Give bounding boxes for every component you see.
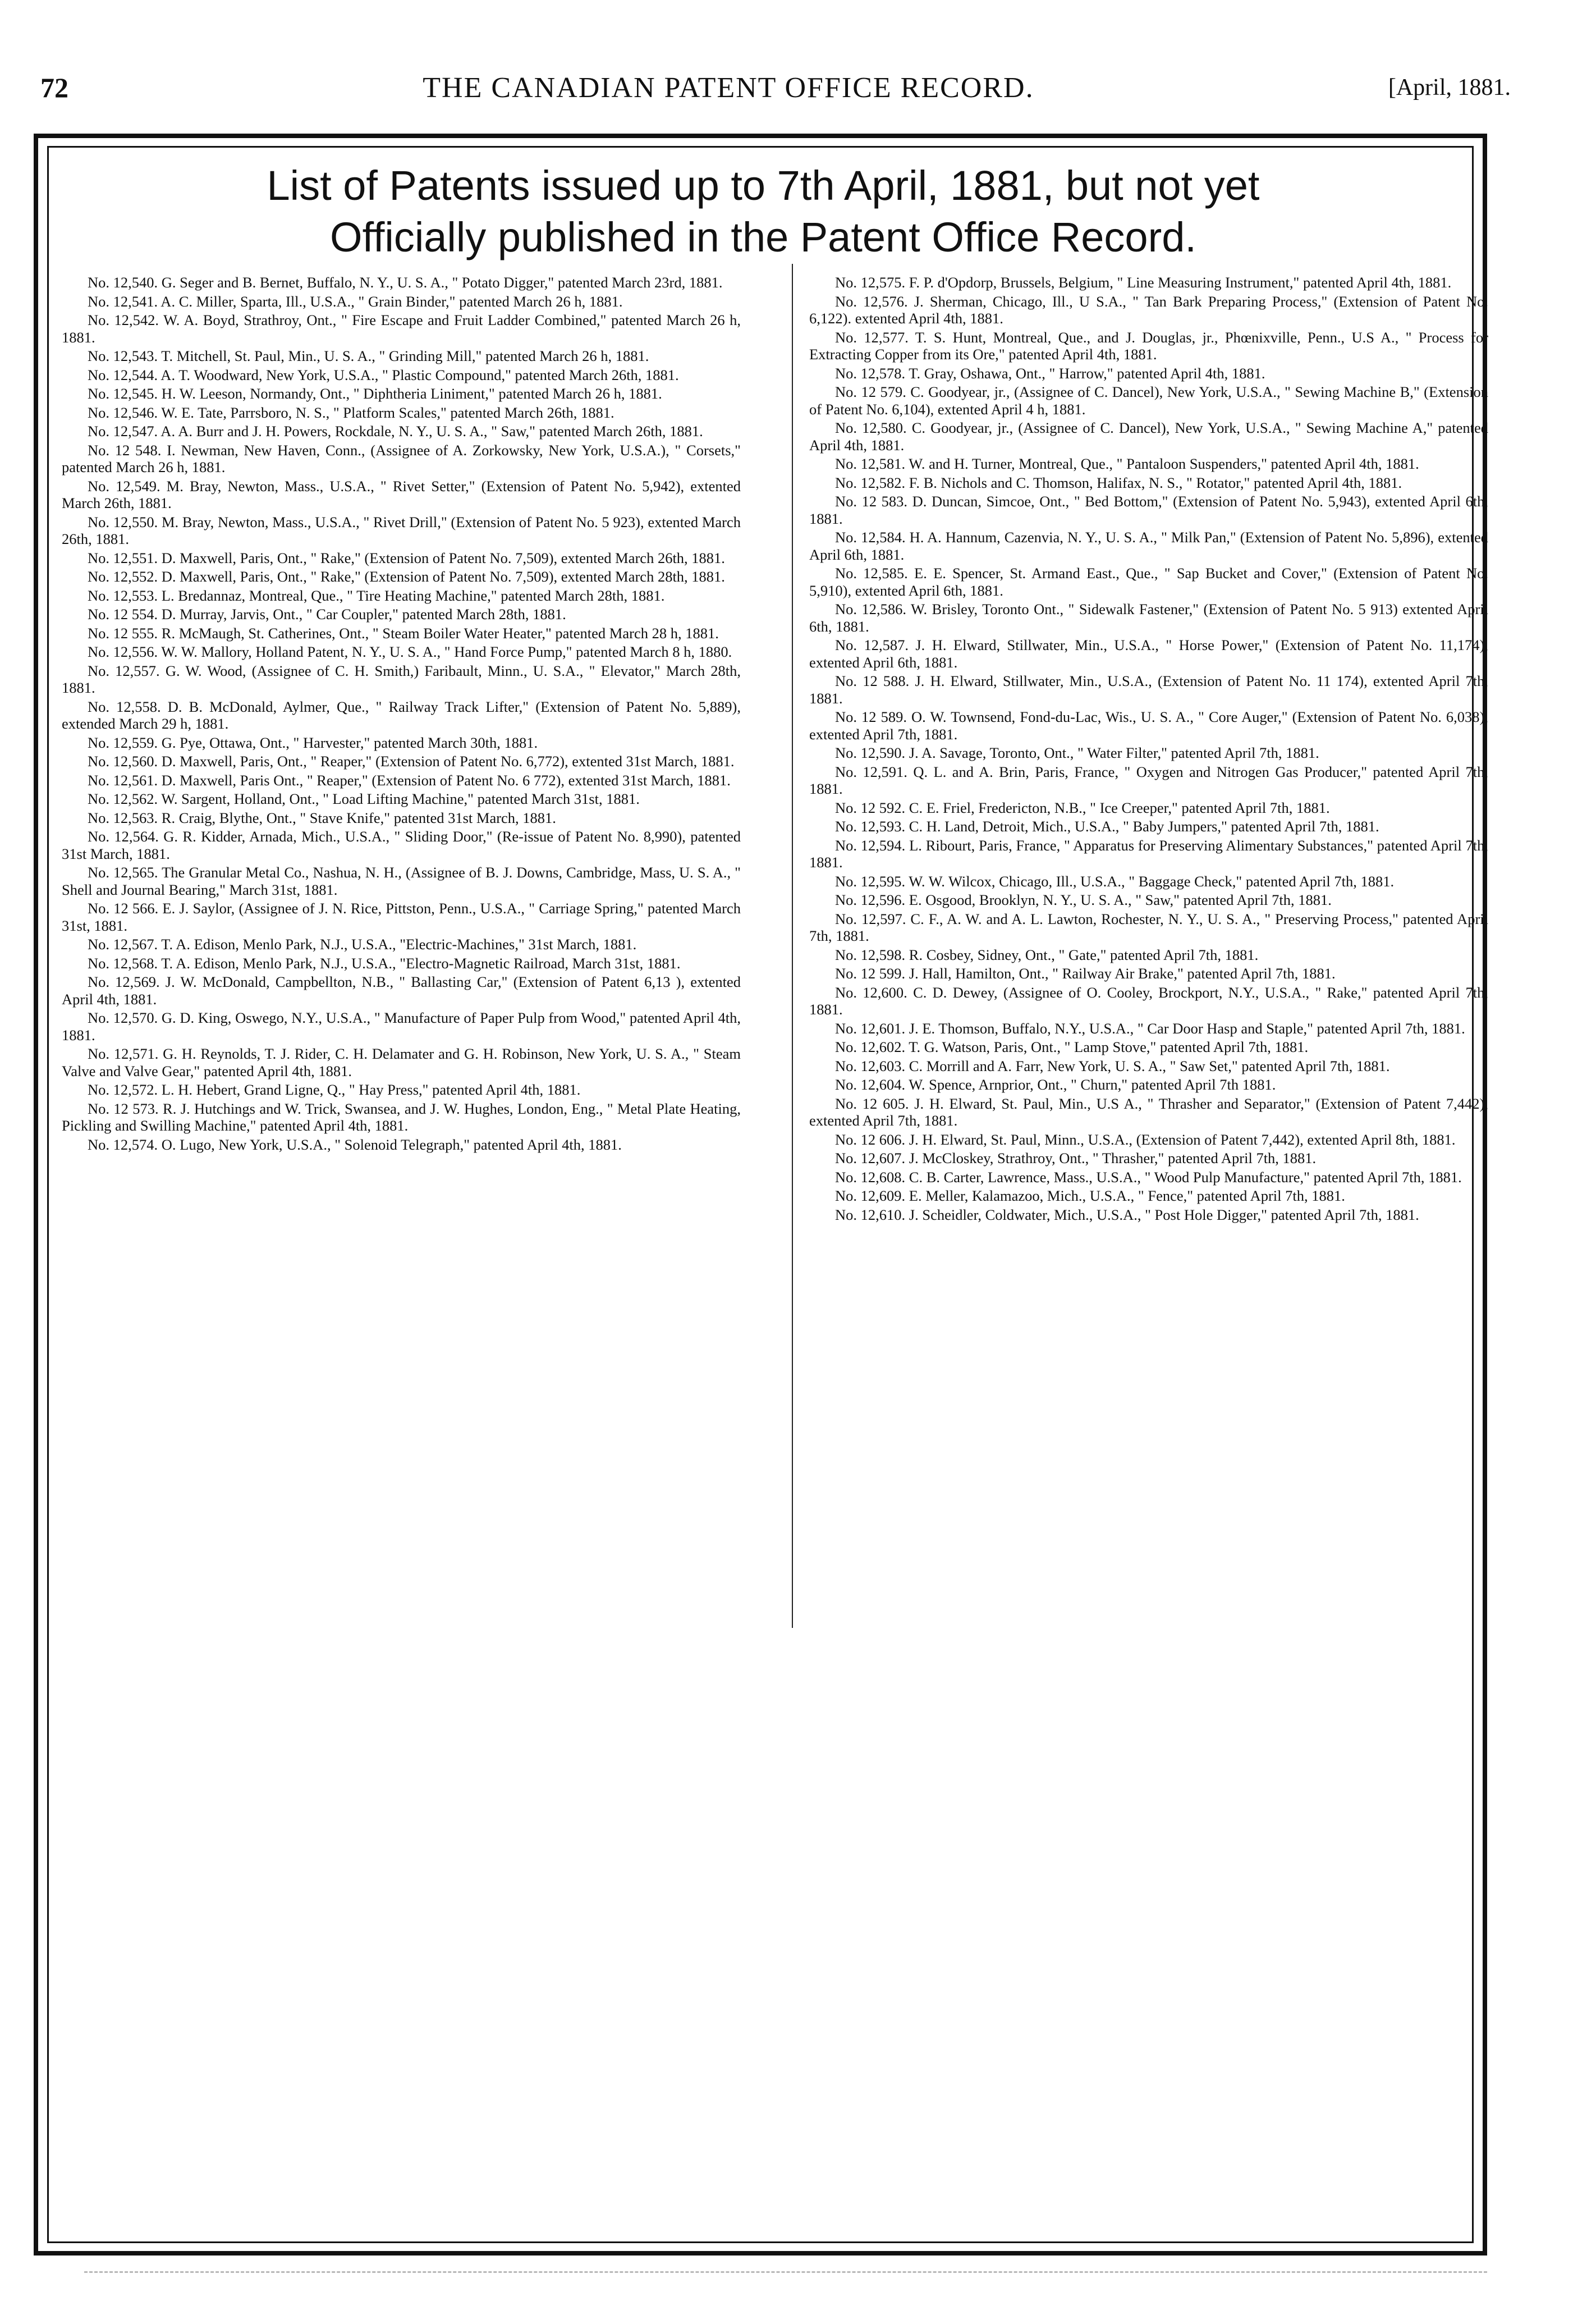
- patent-entry: No. 12 605. J. H. Elward, St. Paul, Min., U.S A., " Thrasher and Separator," (Extension of Patent 7,442), extented April 7th, 1881.: [809, 1095, 1488, 1129]
- patent-entry: No. 12 588. J. H. Elward, Stillwater, Min., U.S.A., (Extension of Patent No. 11 174), extented April 7th, 1881.: [809, 672, 1488, 707]
- patent-entry: No. 12,601. J. E. Thomson, Buffalo, N.Y., U.S.A., " Car Door Hasp and Staple," patented April 7th, 1881.: [835, 1019, 1465, 1037]
- patent-entry: No. 12,602. T. G. Watson, Paris, Ont., " Lamp Stove," patented April 7th, 1881.: [835, 1038, 1309, 1055]
- patent-entry: No. 12 566. E. J. Saylor, (Assignee of J. N. Rice, Pittston, Penn., U.S.A., " Carriage Spring," patented March 31st, 1881.: [62, 900, 741, 934]
- journal-title: THE CANADIAN PATENT OFFICE RECORD.: [423, 71, 1034, 104]
- issue-date: [April, 1881.: [1388, 75, 1511, 100]
- patent-entry: No. 12,552. D. Maxwell, Paris, Ont., " Rake," (Extension of Patent No. 7,509), extented March 28th, 1881.: [88, 568, 725, 585]
- patent-entry: No. 12,571. G. H. Reynolds, T. J. Rider, C. H. Delamater and G. H. Robinson, New York, U. S. A., " Steam Valve and Valve Gear," patented April 4th, 1881.: [62, 1045, 741, 1079]
- patent-entry: No. 12,610. J. Scheidler, Coldwater, Mich., U.S.A., " Post Hole Digger," patented April 7th, 1881.: [835, 1206, 1419, 1223]
- patent-entry: No. 12,576. J. Sherman, Chicago, Ill., U S.A., " Tan Bark Preparing Process," (Extension of Patent No. 6,122). extented April 4th, 1881.: [809, 292, 1488, 327]
- patent-entry: No. 12,546. W. E. Tate, Parrsboro, N. S., " Platform Scales," patented March 26th, 1881.: [88, 404, 614, 421]
- patent-entry: No. 12,553. L. Bredannaz, Montreal, Que., " Tire Heating Machine," patented March 28th, 1881.: [88, 587, 665, 604]
- headline-line-1: List of Patents issued up to 7th April, 1881, but not yet: [267, 162, 1260, 209]
- patent-entry: No. 12,568. T. A. Edison, Menlo Park, N.J., U.S.A., "Electro-Magnetic Railroad, March 31st, 1881.: [88, 954, 681, 972]
- patent-entry: No. 12,569. J. W. McDonald, Campbellton, N.B., " Ballasting Car," (Extension of Patent 6,13 ), extented April 4th, 1881.: [62, 973, 741, 1008]
- patent-entry: No. 12,542. W. A. Boyd, Strathroy, Ont., " Fire Escape and Fruit Ladder Combined," patented March 26 h, 1881.: [62, 312, 741, 346]
- patent-entry: No. 12,541. A. C. Miller, Sparta, Ill., U.S.A., " Grain Binder," patented March 26 h, 1881.: [88, 292, 623, 310]
- patent-entry: No. 12,563. R. Craig, Blythe, Ont., " Stave Knife," patented 31st March, 1881.: [88, 809, 556, 826]
- patent-entry: No. 12,609. E. Meller, Kalamazoo, Mich., U.S.A., " Fence," patented April 7th, 1881.: [835, 1187, 1345, 1204]
- patent-entry: No. 12 554. D. Murray, Jarvis, Ont., " Car Coupler," patented March 28th, 1881.: [88, 606, 566, 623]
- patent-entry: No. 12,597. C. F., A. W. and A. L. Lawton, Rochester, N. Y., U. S. A., " Preserving Process," patented April 7th, 1881.: [809, 910, 1488, 944]
- patent-entry: No. 12 592. C. E. Friel, Fredericton, N.B., " Ice Creeper," patented April 7th, 1881.: [835, 799, 1330, 816]
- patent-entry: No. 12,545. H. W. Leeson, Normandy, Ont., " Diphtheria Liniment," patented March 26 h, 1881.: [88, 385, 662, 402]
- patent-entry: No. 12,593. C. H. Land, Detroit, Mich., U.S.A., " Baby Jumpers," patented April 7th, 1881.: [835, 818, 1379, 835]
- patent-entry: No. 12,595. W. W. Wilcox, Chicago, Ill., U.S.A., " Baggage Check," patented April 7th, 1881.: [835, 872, 1395, 890]
- patent-entry: No. 12,562. W. Sargent, Holland, Ont., " Load Lifting Machine," patented March 31st, 1881.: [88, 790, 640, 807]
- patent-entry: No. 12,561. D. Maxwell, Paris Ont., " Reaper," (Extension of Patent No. 6 772), extented 31st March, 1881.: [88, 771, 731, 789]
- patent-entry: No. 12,598. R. Cosbey, Sidney, Ont., " Gate," patented April 7th, 1881.: [835, 946, 1259, 963]
- patent-entry: No. 12,549. M. Bray, Newton, Mass., U.S.A., " Rivet Setter," (Extension of Patent No. 5,942), extented March 26th, 1881.: [62, 477, 741, 511]
- patent-entry: No. 12,557. G. W. Wood, (Assignee of C. H. Smith,) Faribault, Minn., U. S.A., " Elevator," March 28th, 1881.: [62, 662, 741, 696]
- patent-entry: No. 12,567. T. A. Edison, Menlo Park, N.J., U.S.A., "Electric-Machines," 31st March, 1881.: [88, 936, 637, 953]
- patent-entry: No. 12,551. D. Maxwell, Paris, Ont., " Rake," (Extension of Patent No. 7,509), extented March 26th, 1881.: [88, 549, 725, 566]
- headline-line-2: Officially published in the Patent Office Record.: [330, 214, 1196, 260]
- patent-entry: No. 12 579. C. Goodyear, jr., (Assignee of C. Dancel), New York, U.S.A., " Sewing Machine B," (Extension of Patent No. 6,104), extented April 4 h, 1881.: [809, 383, 1488, 418]
- patent-entry: No. 12,543. T. Mitchell, St. Paul, Min., U. S. A., " Grinding Mill," patented March 26 h, 1881.: [88, 347, 649, 364]
- column-divider: [792, 264, 793, 1628]
- patent-entry: No. 12,603. C. Morrill and A. Farr, New York, U. S. A., " Saw Set," patented April 7th, 1881.: [835, 1057, 1390, 1074]
- patent-entry: No. 12,585. E. E. Spencer, St. Armand East., Que., " Sap Bucket and Cover," (Extension of Patent No. 5,910), extented April 6th, 1881.: [809, 565, 1488, 599]
- patent-entry: No. 12 555. R. McMaugh, St. Catherines, Ont., " Steam Boiler Water Heater," patented March 28 h, 1881.: [88, 624, 719, 642]
- page-number: 72: [40, 72, 68, 103]
- patent-entry: No. 12,587. J. H. Elward, Stillwater, Min., U.S.A., " Horse Power," (Extension of Patent No. 11,174), extented April 6th, 1881.: [809, 637, 1488, 671]
- patent-entry: No. 12,556. W. W. Mallory, Holland Patent, N. Y., U. S. A., " Hand Force Pump," patented March 8 h, 1880.: [88, 643, 732, 660]
- patent-list-left-column: [62, 274, 741, 1155]
- running-head: [40, 67, 1511, 108]
- patent-entry: No. 12,580. C. Goodyear, jr., (Assignee of C. Dancel), New York, U.S.A., " Sewing Machine A," patented April 4th, 1881.: [809, 419, 1488, 454]
- patent-entry: No. 12,558. D. B. McDonald, Aylmer, Que., " Railway Track Lifter," (Extension of Patent No. 5,889), extended March 29 h, 1881.: [62, 698, 741, 732]
- patent-entry: No. 12,591. Q. L. and A. Brin, Paris, France, " Oxygen and Nitrogen Gas Producer," patented April 7th, 1881.: [809, 763, 1488, 797]
- patent-entry: No. 12 573. R. J. Hutchings and W. Trick, Swansea, and J. W. Hughes, London, Eng., " Metal Plate Heating, Pickling and Swilling Machine," patented April 4th, 1881.: [62, 1100, 741, 1134]
- patent-entry: No. 12,564. G. R. Kidder, Arnada, Mich., U.S.A., " Sliding Door," (Re-issue of Patent No. 8,990), patented 31st March, 1881.: [62, 828, 741, 862]
- patent-entry: No. 12,572. L. H. Hebert, Grand Ligne, Q., " Hay Press," patented April 4th, 1881.: [88, 1081, 581, 1098]
- patent-entry: No. 12,540. G. Seger and B. Bernet, Buffalo, N. Y., U. S. A., " Potato Digger," patented March 23rd, 1881.: [88, 274, 723, 291]
- patent-entry: No. 12,608. C. B. Carter, Lawrence, Mass., U.S.A., " Wood Pulp Manufacture," patented April 7th, 1881.: [835, 1168, 1462, 1186]
- scan-edge-artifact: [84, 2271, 1487, 2276]
- patent-entry: No. 12 599. J. Hall, Hamilton, Ont., " Railway Air Brake," patented April 7th, 1881.: [835, 965, 1336, 982]
- patent-entry: No. 12,565. The Granular Metal Co., Nashua, N. H., (Assignee of B. J. Downs, Cambridge, Mass, U. S. A., " Shell and Journal Bearing," March 31st, 1881.: [62, 864, 741, 898]
- patent-list-right-column: [809, 274, 1488, 1225]
- patent-entry: No. 12,607. J. McCloskey, Strathroy, Ont., " Thrasher," patented April 7th, 1881.: [835, 1150, 1317, 1166]
- patent-entry: No. 12 589. O. W. Townsend, Fond-du-Lac, Wis., U. S. A., " Core Auger," (Extension of Patent No. 6,038), extented April 7th, 1881.: [809, 708, 1488, 743]
- patent-entry: No. 12 606. J. H. Elward, St. Paul, Minn., U.S.A., (Extension of Patent 7,442), extented April 8th, 1881.: [835, 1131, 1456, 1148]
- patent-entry: No. 12,590. J. A. Savage, Toronto, Ont., " Water Filter," patented April 7th, 1881.: [835, 744, 1319, 761]
- patent-entry: No. 12,604. W. Spence, Arnprior, Ont., " Churn," patented April 7th 1881.: [835, 1076, 1276, 1093]
- patent-entry: No. 12,596. E. Osgood, Brooklyn, N. Y., U. S. A., " Saw," patented April 7th, 1881.: [835, 891, 1332, 908]
- patent-entry: No. 12,584. H. A. Hannum, Cazenvia, N. Y., U. S. A., " Milk Pan," (Extension of Patent No. 5,896), extented April 6th, 1881.: [809, 529, 1488, 563]
- patent-entry: No. 12,550. M. Bray, Newton, Mass., U.S.A., " Rivet Drill," (Extension of Patent No. 5 923), extented March 26th, 1881.: [62, 513, 741, 547]
- patent-entry: No. 12,600. C. D. Dewey, (Assignee of O. Cooley, Brockport, N.Y., U.S.A., " Rake," patented April 7th, 1881.: [809, 983, 1488, 1018]
- patent-entry: No. 12,582. F. B. Nichols and C. Thomson, Halifax, N. S., " Rotator," patented April 4th, 1881.: [835, 474, 1402, 491]
- patent-entry: No. 12 583. D. Duncan, Simcoe, Ont., " Bed Bottom," (Extension of Patent No. 5,943), extented April 6th, 1881.: [809, 493, 1488, 527]
- patent-entry: No. 12,560. D. Maxwell, Paris, Ont., " Reaper," (Extension of Patent No. 6,772), extented 31st March, 1881.: [88, 753, 735, 770]
- patent-entry: No. 12,570. G. D. King, Oswego, N.Y., U.S.A., " Manufacture of Paper Pulp from Wood," patented April 4th, 1881.: [62, 1009, 741, 1044]
- patent-entry: No. 12,586. W. Brisley, Toronto Ont., " Sidewalk Fastener," (Extension of Patent No. 5 913) extented April 6th, 1881.: [809, 601, 1488, 635]
- patent-entry: No. 12,547. A. A. Burr and J. H. Powers, Rockdale, N. Y., U. S. A., " Saw," patented March 26th, 1881.: [88, 423, 703, 440]
- patent-entry: No. 12,581. W. and H. Turner, Montreal, Que., " Pantaloon Suspenders," patented April 4th, 1881.: [835, 455, 1419, 472]
- list-headline: [67, 160, 1459, 263]
- patent-entry: No. 12 548. I. Newman, New Haven, Conn., (Assignee of A. Zorkowsky, New York, U.S.A.), " Corsets," patented March 26 h, 1881.: [62, 441, 741, 475]
- patent-entry: No. 12,577. T. S. Hunt, Montreal, Que., and J. Douglas, jr., Phœnixville, Penn., U.S A., " Process for Extracting Copper from its Ore," patented April 4th, 1881.: [809, 328, 1488, 363]
- patent-entry: No. 12,544. A. T. Woodward, New York, U.S.A., " Plastic Compound," patented March 26th, 1881.: [88, 366, 679, 383]
- patent-entry: No. 12,559. G. Pye, Ottawa, Ont., " Harvester," patented March 30th, 1881.: [88, 734, 538, 751]
- patent-entry: No. 12,575. F. P. d'Opdorp, Brussels, Belgium, " Line Measuring Instrument," patented April 4th, 1881.: [835, 274, 1452, 291]
- patent-entry: No. 12,578. T. Gray, Oshawa, Ont., " Harrow," patented April 4th, 1881.: [835, 364, 1265, 382]
- patent-entry: No. 12,594. L. Ribourt, Paris, France, " Apparatus for Preserving Alimentary Substances," patented April 7th, 1881.: [809, 836, 1488, 871]
- patent-entry: No. 12,574. O. Lugo, New York, U.S.A., " Solenoid Telegraph," patented April 4th, 1881.: [88, 1136, 622, 1153]
